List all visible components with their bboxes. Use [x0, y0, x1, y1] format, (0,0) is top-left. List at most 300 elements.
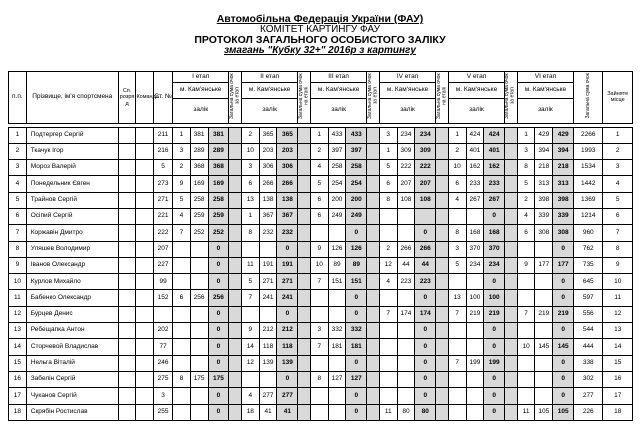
final-place: 17 [603, 388, 633, 404]
stage-sum-cell [505, 225, 518, 241]
stage-points: 309 [397, 143, 415, 159]
stage-place: 8 [517, 160, 535, 176]
stage-points: 381 [190, 127, 208, 143]
total-points: 544 [574, 323, 603, 339]
stage-zalik: 0 [484, 274, 505, 290]
athlete-name: Сторчевой Владислав [26, 339, 118, 355]
stage-place: 13 [241, 192, 259, 208]
stage-sum-cell [298, 241, 311, 257]
stage-place: 6 [310, 192, 328, 208]
stage-sum-cell [367, 290, 380, 306]
stage-place [173, 355, 191, 371]
stage-place: 2 [379, 241, 397, 257]
stage-points: 252 [190, 225, 208, 241]
stage-sum-cell [229, 143, 242, 159]
total-points: 338 [574, 355, 603, 371]
stage-zalik: 127 [346, 371, 367, 387]
stage-place: 14 [241, 339, 259, 355]
stage-zalik: 175 [208, 371, 229, 387]
stage-points [535, 241, 553, 257]
stage-points [190, 323, 208, 339]
stage-points: 266 [397, 241, 415, 257]
stage-zalik: 234 [484, 257, 505, 273]
table-row [9, 127, 633, 143]
stage-zalik: 394 [553, 143, 574, 159]
stage-sum-cell [367, 176, 380, 192]
table-row [9, 290, 633, 306]
stage-place: 5 [517, 176, 535, 192]
stage-zalik: 0 [277, 371, 298, 387]
stage-place: 9 [517, 257, 535, 273]
stage-place: 1 [241, 208, 259, 224]
athlete-name: Ребещапка Антон [26, 323, 118, 339]
stage-points [190, 257, 208, 273]
stage-points: 219 [466, 306, 484, 322]
sport-rank [118, 339, 136, 355]
stage-zalik: 199 [484, 355, 505, 371]
stage-zalik: 212 [277, 323, 298, 339]
final-place: 5 [603, 192, 633, 208]
stage-place: 7 [379, 306, 397, 322]
stage-zalik: 181 [346, 339, 367, 355]
stage-place [517, 371, 535, 387]
stage-place: 10 [241, 143, 259, 159]
stage-sum-cell [436, 323, 449, 339]
stage-sum-cell [229, 225, 242, 241]
stage-sum-cell [229, 323, 242, 339]
stage-place: 6 [448, 176, 466, 192]
stage-place: 12 [379, 257, 397, 273]
start-number: 207 [154, 241, 173, 257]
stage-zalik: 308 [553, 225, 574, 241]
row-number: 10 [9, 274, 27, 290]
stage-points: 162 [466, 160, 484, 176]
stage-zalik: 0 [208, 241, 229, 257]
stage-points: 365 [259, 127, 277, 143]
stage-place: 8 [241, 225, 259, 241]
sport-rank [118, 257, 136, 273]
stage-zalik: 0 [277, 241, 298, 257]
row-number: 15 [9, 355, 27, 371]
stage-place: 4 [173, 208, 191, 224]
stage-place: 6 [379, 176, 397, 192]
stage-zalik: 233 [484, 176, 505, 192]
stage-points: 308 [535, 225, 553, 241]
stage-zalik: 191 [277, 257, 298, 273]
total-points: 2266 [574, 127, 603, 143]
stage-sum-cell [229, 339, 242, 355]
team [136, 176, 154, 192]
stage-zalik: 126 [346, 241, 367, 257]
stage-points [190, 404, 208, 420]
stage-place [448, 388, 466, 404]
stage-points: 218 [535, 160, 553, 176]
stage-sum-cell [229, 160, 242, 176]
stage-sum-cell [367, 339, 380, 355]
stage-header: IV етап [379, 72, 435, 83]
stage-points: 174 [397, 306, 415, 322]
stage-points: 126 [328, 241, 346, 257]
stage-zalik: 218 [553, 160, 574, 176]
athlete-name: Скрябін Ростислав [26, 404, 118, 420]
stage-place [241, 306, 259, 322]
stage-points [466, 274, 484, 290]
stage-points [535, 290, 553, 306]
stage-zalik: 289 [208, 143, 229, 159]
sport-rank [118, 192, 136, 208]
stage-place [517, 388, 535, 404]
sport-rank [118, 290, 136, 306]
stage-zalik: 0 [415, 323, 436, 339]
stage-sum-cell [505, 306, 518, 322]
start-number: 271 [154, 192, 173, 208]
stage-zalik: 0 [277, 306, 298, 322]
start-number: 221 [154, 208, 173, 224]
stage-header: I етап [173, 72, 229, 83]
stage-place [310, 404, 328, 420]
stage-points: 289 [190, 143, 208, 159]
table-row [9, 371, 633, 387]
stage-sum-cell [298, 371, 311, 387]
stage-sum-cell [505, 192, 518, 208]
sport-rank [118, 404, 136, 420]
stage-sum-cell [229, 388, 242, 404]
stage-sum-cell [505, 404, 518, 420]
stage-sum-cell [505, 143, 518, 159]
stage-place [517, 274, 535, 290]
stage-points [397, 290, 415, 306]
stage-place: 11 [517, 404, 535, 420]
stage-points: 313 [535, 176, 553, 192]
stage-zalik: 169 [208, 176, 229, 192]
event-title: змагань "Кубку 32+" 2016р з картингу [224, 45, 416, 56]
stage-place: 6 [310, 208, 328, 224]
table-row [9, 143, 633, 159]
stage-sum-cell [505, 176, 518, 192]
total-points: 735 [574, 257, 603, 273]
stage-zalik: 151 [346, 274, 367, 290]
stage-sum-cell [436, 404, 449, 420]
athlete-name: Осіпий Сергій [26, 208, 118, 224]
stage-place: 9 [241, 323, 259, 339]
stage-sum-cell [298, 208, 311, 224]
start-number: 255 [154, 404, 173, 420]
final-place: 16 [603, 371, 633, 387]
stage-place: 2 [173, 160, 191, 176]
committee-title: КОМІТЕТ КАРТИНГУ ФАУ [259, 24, 380, 35]
stage-sum-cell [436, 257, 449, 273]
stage-points [190, 274, 208, 290]
stage-zalik: 0 [208, 355, 229, 371]
stage-place [310, 225, 328, 241]
athlete-name: Ткачук Ігор [26, 143, 118, 159]
stage-points: 234 [397, 127, 415, 143]
stage-sum-cell [367, 241, 380, 257]
stage-zalik: 0 [415, 388, 436, 404]
col-pp: п.п. [9, 72, 27, 124]
final-place: 2 [603, 143, 633, 159]
total-points: 1534 [574, 160, 603, 176]
stage-place: 5 [379, 160, 397, 176]
stage-place: 1 [310, 127, 328, 143]
stage-zalik: 0 [208, 323, 229, 339]
total-points: 645 [574, 274, 603, 290]
stage-place: 3 [241, 160, 259, 176]
stage-points: 398 [535, 192, 553, 208]
stage-sum-cell [505, 290, 518, 306]
stage-points: 44 [397, 257, 415, 273]
stage-sum-cell [367, 388, 380, 404]
stage-place: 9 [173, 176, 191, 192]
stage-place: 7 [241, 290, 259, 306]
stage-place: 18 [241, 404, 259, 420]
stage-zalik: 0 [553, 274, 574, 290]
stage-sum-cell [229, 127, 242, 143]
stage-place: 7 [448, 355, 466, 371]
stage-zalik: 0 [484, 323, 505, 339]
stage-place [379, 355, 397, 371]
stage-points: 233 [466, 176, 484, 192]
protocol-title: ПРОТОКОЛ ЗАГАЛЬНОГО ОСОБИСТОГО ЗАЛІКУ [194, 34, 446, 46]
stage-sum-cell [298, 404, 311, 420]
stage-sum-cell [229, 192, 242, 208]
team [136, 257, 154, 273]
stage-points: 138 [259, 192, 277, 208]
stage-zalik: 44 [415, 257, 436, 273]
stage-points: 424 [466, 127, 484, 143]
stage-place [173, 339, 191, 355]
final-place: 8 [603, 241, 633, 257]
stage-zalik: 0 [484, 388, 505, 404]
stage-points: 169 [190, 176, 208, 192]
stage-sum-cell [505, 127, 518, 143]
stage-place [517, 290, 535, 306]
stage-place [173, 241, 191, 257]
stage-zalik: 424 [484, 127, 505, 143]
stage-zalik: 100 [484, 290, 505, 306]
stage-place: 2 [448, 143, 466, 159]
stage-place [379, 225, 397, 241]
stage-place: 5 [448, 257, 466, 273]
stage-zalik: 0 [484, 339, 505, 355]
start-number: 222 [154, 225, 173, 241]
stage-points: 429 [535, 127, 553, 143]
stage-sum-cell [367, 127, 380, 143]
team [136, 208, 154, 224]
stage-place: 8 [379, 192, 397, 208]
stage-zalik: 370 [484, 241, 505, 257]
stage-place: 1 [448, 127, 466, 143]
team [136, 404, 154, 420]
stage-points [190, 388, 208, 404]
total-points: 277 [574, 388, 603, 404]
stage-sum-cell [298, 143, 311, 159]
stage-place: 3 [379, 127, 397, 143]
col-name: Прізвище, ім'я спортсмена [26, 72, 118, 124]
stage-zalik: 0 [484, 371, 505, 387]
stage-points: 241 [259, 290, 277, 306]
stage-sum-cell [229, 404, 242, 420]
stage-sum-cell [298, 274, 311, 290]
stage-points: 177 [535, 257, 553, 273]
table-row [9, 257, 633, 273]
stage-sum-cell [436, 371, 449, 387]
sport-rank [118, 143, 136, 159]
stage-points: 80 [397, 404, 415, 420]
stage-sum-cell [229, 176, 242, 192]
stage-points: 151 [328, 274, 346, 290]
stage-points: 259 [190, 208, 208, 224]
stage-points [328, 225, 346, 241]
stage-zalik: 0 [415, 371, 436, 387]
stage-sum-cell [298, 160, 311, 176]
team [136, 355, 154, 371]
athlete-name: Подтергер Сергій [26, 127, 118, 143]
stage-zalik: 162 [484, 160, 505, 176]
table-row [9, 306, 633, 322]
athlete-name: Трайнов Сергій [26, 192, 118, 208]
stage-sum-cell [298, 339, 311, 355]
start-number: 275 [154, 371, 173, 387]
results-table [8, 71, 633, 421]
stage-header: V етап [448, 72, 504, 83]
final-place: 10 [603, 274, 633, 290]
stage-place [517, 241, 535, 257]
stage-sum-cell [367, 323, 380, 339]
stage-sum-cell [298, 306, 311, 322]
final-place: 6 [603, 208, 633, 224]
stage-zalik: 433 [346, 127, 367, 143]
stage-zalik: 0 [208, 257, 229, 273]
stage-place: 9 [310, 241, 328, 257]
stage-points: 219 [535, 306, 553, 322]
team [136, 143, 154, 159]
stage-points [190, 355, 208, 371]
stage-sum-cell [505, 208, 518, 224]
stage-points: 203 [259, 143, 277, 159]
sport-rank [118, 176, 136, 192]
stage-sum-cell [298, 176, 311, 192]
stage-zalik: 145 [553, 339, 574, 355]
stage-place [310, 290, 328, 306]
stage-sum-cell [505, 339, 518, 355]
stage-city: м. Кам'янське [517, 83, 573, 99]
stage-sum-cell [367, 225, 380, 241]
stage-zalik: 0 [415, 225, 436, 241]
stage-sum-cell [229, 274, 242, 290]
stage-points: 254 [328, 176, 346, 192]
stage-place: 8 [448, 225, 466, 241]
stage-sum-cell [298, 192, 311, 208]
total-points: 1214 [574, 208, 603, 224]
stage-zalik: 0 [346, 306, 367, 322]
stage-place [448, 339, 466, 355]
stage-sum-cell [298, 290, 311, 306]
stage-zalik: 80 [415, 404, 436, 420]
col-start-no: Ст. № [154, 72, 173, 124]
stage-zalik: 139 [277, 355, 298, 371]
stage-place: 3 [310, 323, 328, 339]
sport-rank [118, 355, 136, 371]
start-number: 99 [154, 274, 173, 290]
start-number: 3 [154, 388, 173, 404]
stage-place [241, 241, 259, 257]
final-place: 1 [603, 127, 633, 143]
stage-points: 306 [259, 160, 277, 176]
stage-zalik: 429 [553, 127, 574, 143]
athlete-name: Чуканов Сергій [26, 388, 118, 404]
stage-sum-cell [436, 290, 449, 306]
stage-points: 41 [259, 404, 277, 420]
team [136, 127, 154, 143]
stage-points [328, 355, 346, 371]
stage-points [259, 241, 277, 257]
stage-points: 127 [328, 371, 346, 387]
stage-sum-cell [436, 339, 449, 355]
total-points: 960 [574, 225, 603, 241]
stage-zalik: 271 [277, 274, 298, 290]
team [136, 339, 154, 355]
stage-points [397, 371, 415, 387]
stage-zalik: 89 [346, 257, 367, 273]
start-number: 216 [154, 143, 173, 159]
stage-points [328, 290, 346, 306]
stage-points [190, 241, 208, 257]
stage-zalik: 219 [484, 306, 505, 322]
team [136, 306, 154, 322]
stage-zalik: 41 [277, 404, 298, 420]
stage-sum-header: Загальна сума очок за етап [505, 72, 518, 124]
team [136, 371, 154, 387]
stage-place [173, 274, 191, 290]
stage-sum-cell [367, 274, 380, 290]
athlete-name: Нельга Віталій [26, 355, 118, 371]
stage-zalik: 306 [277, 160, 298, 176]
stage-place: 1 [379, 143, 397, 159]
table-row [9, 404, 633, 420]
row-number: 1 [9, 127, 27, 143]
final-place: 12 [603, 306, 633, 322]
row-number: 18 [9, 404, 27, 420]
sport-rank [118, 225, 136, 241]
stage-place [517, 355, 535, 371]
stage-points: 258 [328, 160, 346, 176]
stage-zalik: 207 [415, 176, 436, 192]
stage-sum-cell [367, 160, 380, 176]
stage-points: 234 [466, 257, 484, 273]
stage-zalik: 332 [346, 323, 367, 339]
stage-place [173, 323, 191, 339]
stage-zalik: 200 [346, 192, 367, 208]
stage-city: м. Кам'янське [241, 83, 297, 99]
row-number: 13 [9, 323, 27, 339]
table-row [9, 241, 633, 257]
stage-points: 339 [535, 208, 553, 224]
team [136, 274, 154, 290]
stage-sum-cell [436, 192, 449, 208]
stage-place [310, 355, 328, 371]
stage-zalik: 266 [277, 176, 298, 192]
sport-rank [118, 388, 136, 404]
total-points: 1993 [574, 143, 603, 159]
stage-sum-cell [367, 208, 380, 224]
final-place: 14 [603, 339, 633, 355]
stage-points [259, 371, 277, 387]
stage-place: 3 [448, 241, 466, 257]
table-row [9, 323, 633, 339]
athlete-name: Мороз Валерій [26, 160, 118, 176]
stage-points [466, 208, 484, 224]
